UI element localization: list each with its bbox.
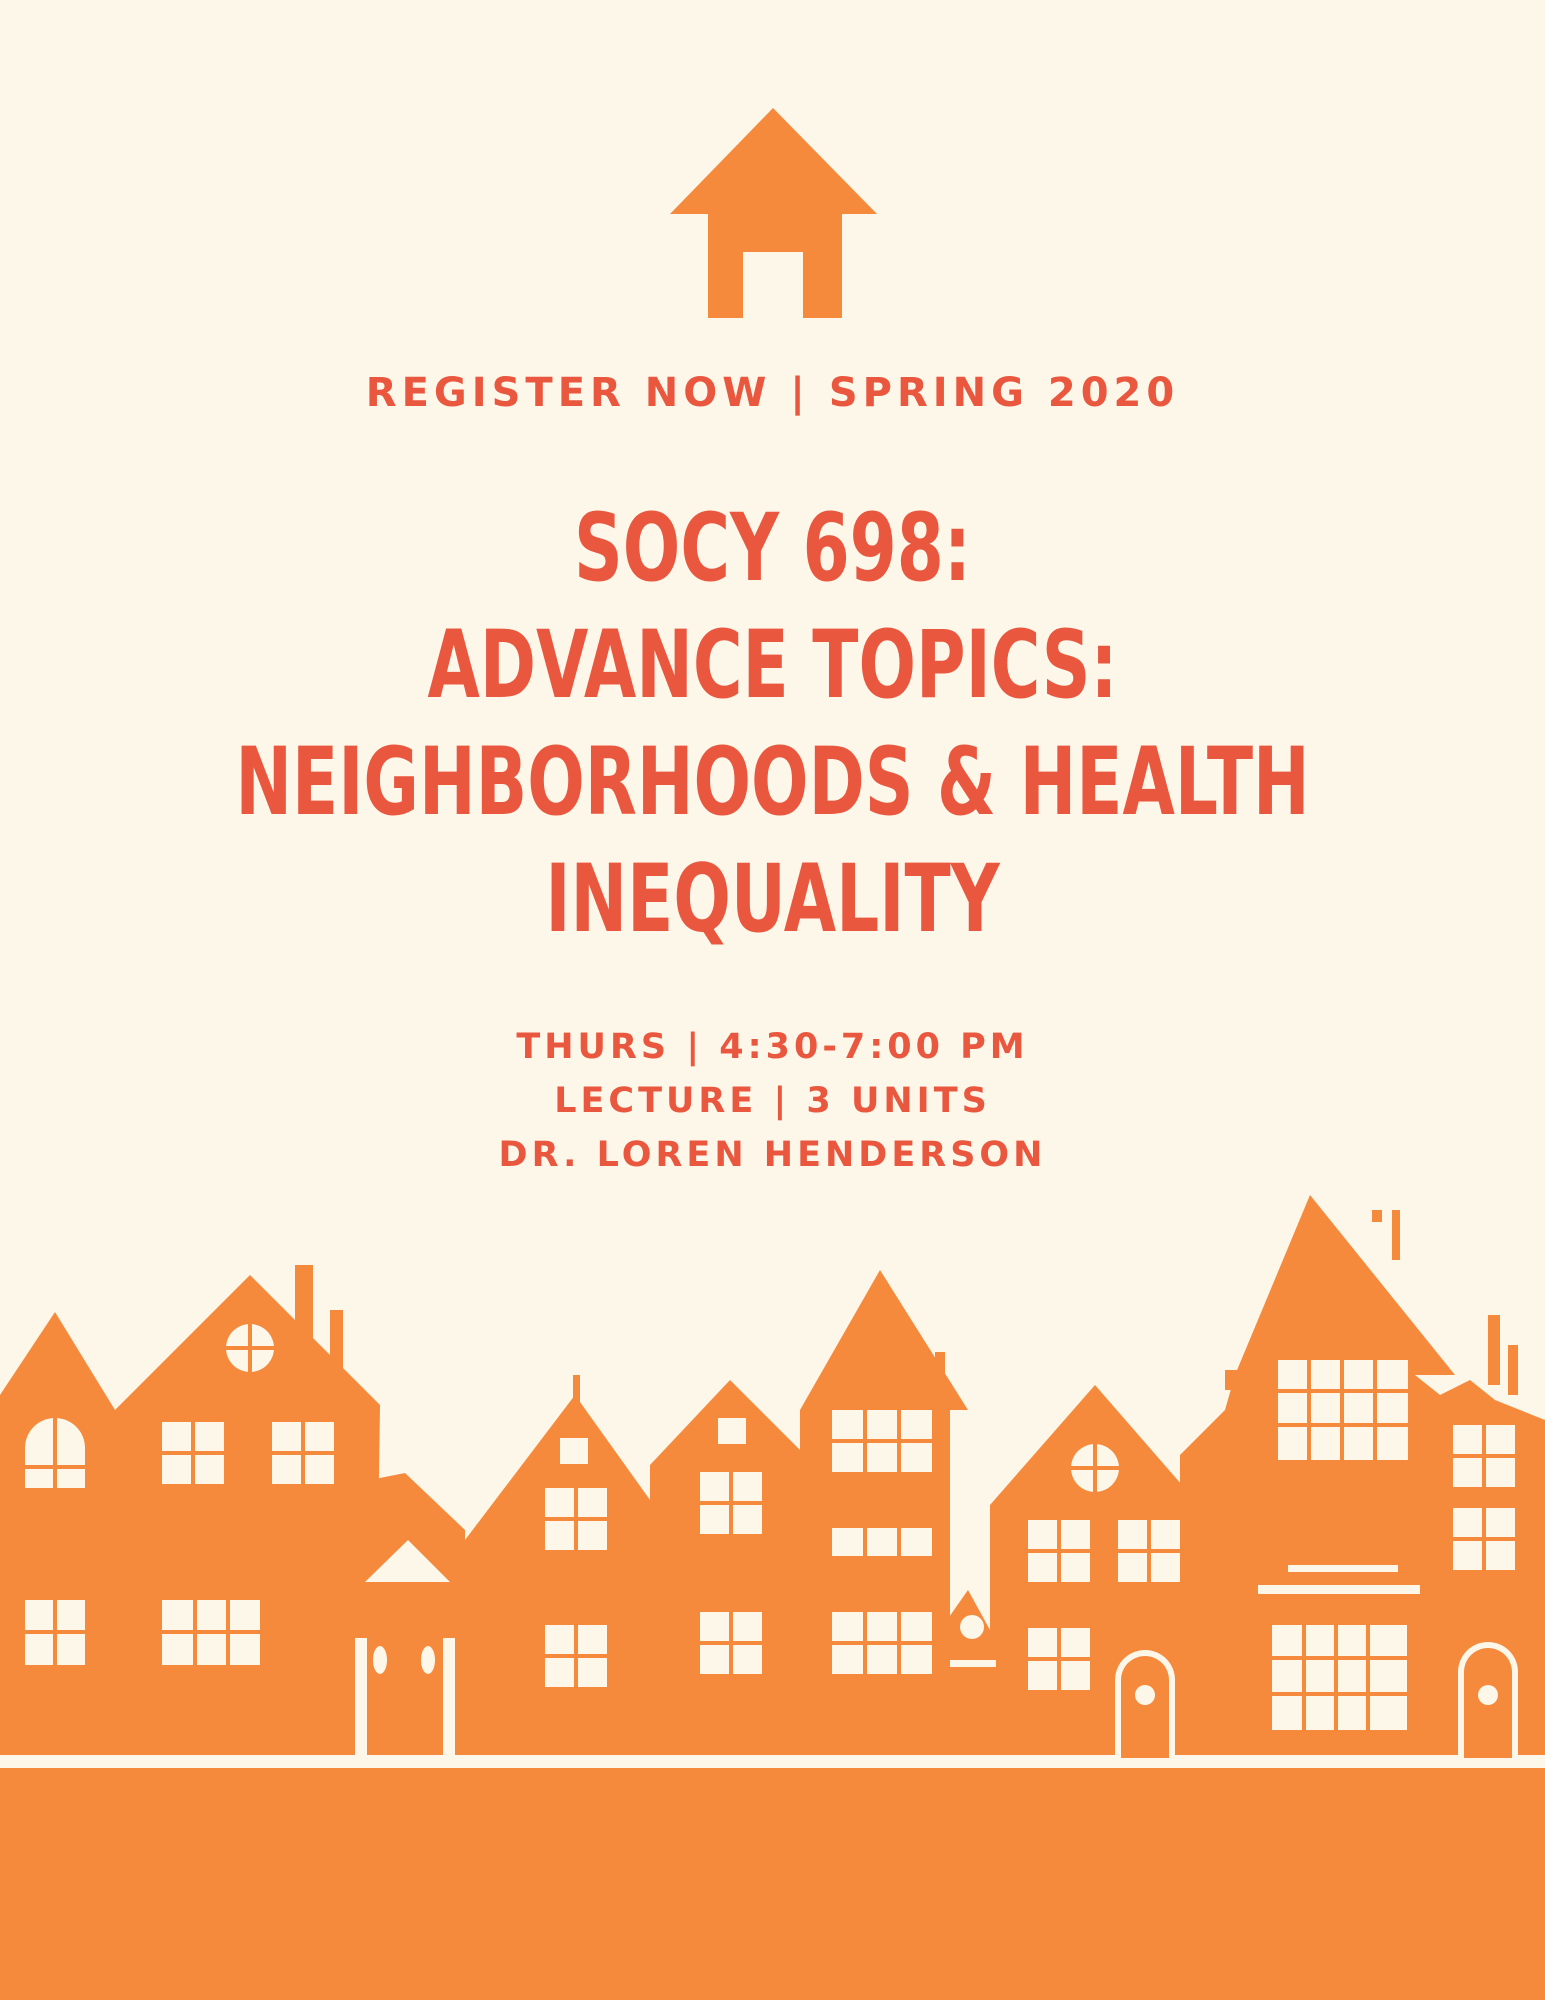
town-skyline-illustration (0, 1190, 1545, 2000)
course-subject-line-2: INEQUALITY (545, 845, 1000, 954)
format-line: LECTURE | 3 UNITS (554, 1081, 991, 1121)
course-topic-line: ADVANCE TOPICS: (427, 611, 1118, 720)
schedule-line: THURS | 4:30-7:00 PM (516, 1027, 1029, 1067)
course-code-line: SOCY 698: (574, 494, 971, 603)
course-details (0, 1020, 1545, 1182)
house-icon (670, 108, 877, 318)
course-title (0, 490, 1545, 958)
course-subject-line: NEIGHBORHOODS & HEALTH (235, 728, 1310, 837)
instructor-line: DR. LOREN HENDERSON (498, 1135, 1047, 1175)
register-now-line: REGISTER NOW | SPRING 2020 (365, 370, 1180, 416)
